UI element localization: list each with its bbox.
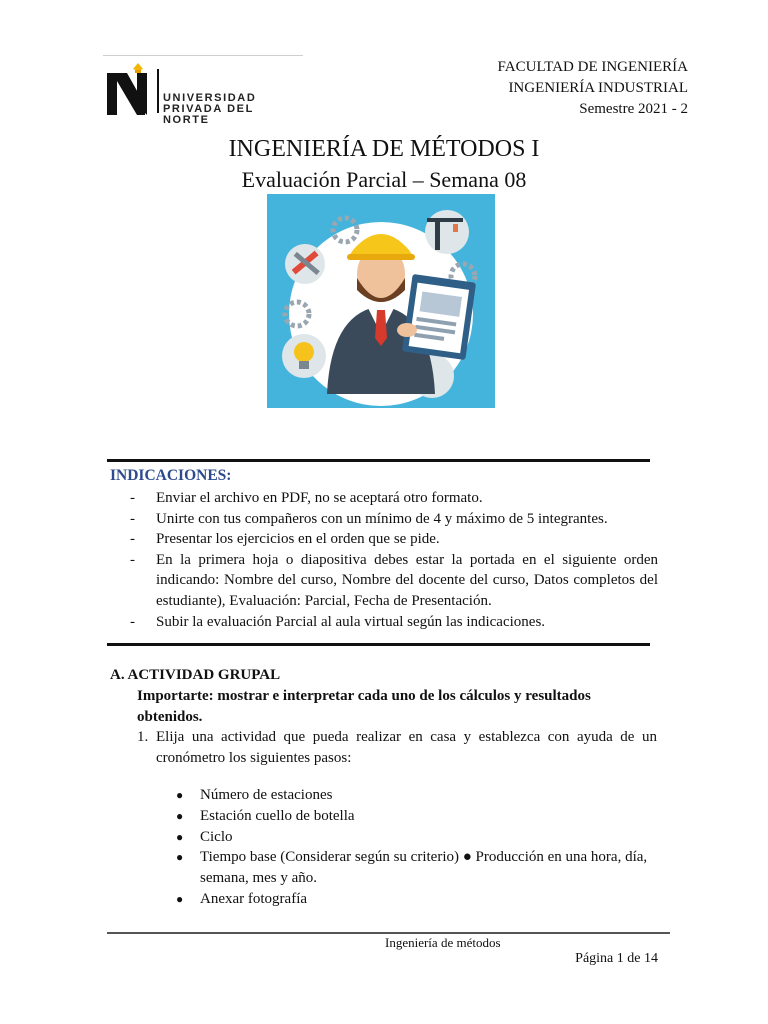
dash-marker: - — [130, 551, 135, 568]
faculty-name: FACULTAD DE INGENIERÍA — [497, 59, 688, 75]
step-text: Ciclo — [200, 828, 233, 845]
semester-label: Semestre 2021 - 2 — [579, 101, 688, 117]
bullet-icon: ● — [176, 850, 184, 865]
engineer-illustration — [267, 194, 495, 408]
indications-top-rule — [107, 459, 650, 462]
list-item — [176, 785, 660, 806]
list-item — [176, 827, 660, 848]
steps-list — [176, 785, 660, 910]
footer-course: Ingeniería de métodos — [385, 935, 501, 950]
indications-heading: INDICACIONES: — [110, 467, 232, 484]
list-item — [176, 847, 660, 889]
logo-line-2: PRIVADA DEL NORTE — [163, 103, 254, 126]
important-note: Importarte: mostrar e interpretar cada uno de los cálculos y resultados obtenidos. — [137, 688, 591, 725]
page-number: Página 1 de 14 — [575, 951, 658, 966]
footer-rule — [107, 932, 670, 934]
upn-n-logo-icon — [105, 61, 153, 117]
logo-divider — [157, 69, 159, 113]
step-text: Tiempo base (Considerar según su criterio) ● Producción en una hora, día, semana, mes y año. — [200, 849, 648, 887]
logo-line-1: UNIVERSIDAD — [163, 92, 257, 104]
indications-list — [110, 488, 658, 632]
indication-text: Unirte con tus compañeros con un mínimo de 4 y máximo de 5 integrantes. — [156, 510, 608, 527]
logo-top-rule — [103, 55, 303, 56]
list-item — [110, 550, 658, 612]
question-number: 1. — [137, 729, 149, 745]
dash-marker: - — [130, 490, 135, 506]
question-1 — [137, 727, 657, 768]
dash-marker: - — [130, 531, 135, 548]
logo-text — [163, 93, 303, 126]
dash-marker: - — [130, 613, 135, 630]
question-text: Elija una actividad que pueda realizar en casa y establezca con ayuda de un cronómetro los siguientes pasos: — [156, 729, 657, 766]
step-text: Anexar fotografía — [200, 890, 308, 907]
dash-marker: - — [130, 510, 135, 527]
bullet-icon: ● — [176, 829, 184, 844]
bullet-icon: ● — [176, 808, 184, 823]
section-a-heading: A. ACTIVIDAD GRUPAL — [110, 667, 281, 683]
list-item — [110, 612, 658, 633]
document-header — [498, 57, 688, 120]
document-subtitle: Evaluación Parcial – Semana 08 — [241, 167, 527, 192]
indications-bottom-rule — [107, 643, 650, 646]
indication-text: Enviar el archivo en PDF, no se aceptará otro formato. — [156, 490, 483, 506]
step-text: Estación cuello de botella — [200, 807, 355, 824]
indication-text: Presentar los ejercicios en el orden que se pide. — [156, 531, 440, 548]
list-item — [110, 529, 658, 550]
list-item — [176, 806, 660, 827]
bullet-icon: ● — [176, 891, 184, 906]
program-name: INGENIERÍA INDUSTRIAL — [508, 80, 688, 96]
bullet-icon: ● — [176, 788, 184, 802]
list-item — [176, 889, 660, 910]
university-logo — [103, 55, 303, 126]
list-item — [110, 488, 658, 509]
indication-text: En la primera hoja o diapositiva debes estar la portada en el siguiente orden indicando: Nombre del curso, Nombre del docente del curso, Datos completos del estudiante), Evaluación: Parcial, Fecha de Presentación. — [156, 551, 658, 609]
list-item — [110, 509, 658, 530]
step-text: Número de estaciones — [200, 787, 333, 803]
indication-text: Subir la evaluación Parcial al aula virtual según las indicaciones. — [156, 613, 546, 630]
document-title: INGENIERÍA DE MÉTODOS I — [228, 136, 540, 162]
